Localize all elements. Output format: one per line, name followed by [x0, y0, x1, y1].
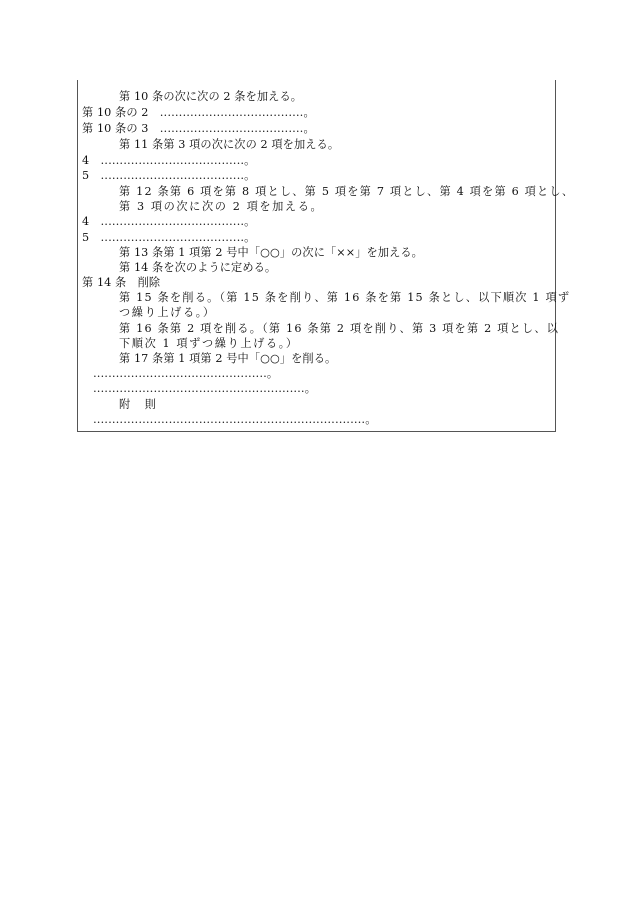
text-line: 5 ‥‥‥‥‥‥‥‥‥‥‥‥‥‥‥‥‥‥‥。 [82, 169, 256, 182]
text-line: 第 14 条を次のように定める。 [119, 261, 277, 274]
text-line: 4 ‥‥‥‥‥‥‥‥‥‥‥‥‥‥‥‥‥‥‥。 [82, 154, 256, 167]
text-line: ‥‥‥‥‥‥‥‥‥‥‥‥‥‥‥‥‥‥‥‥‥‥‥‥‥‥‥‥‥‥‥‥‥‥‥‥。 [93, 413, 377, 426]
text-line: ‥‥‥‥‥‥‥‥‥‥‥‥‥‥‥‥‥‥‥‥‥‥‥‥‥‥‥‥。 [93, 382, 317, 395]
text-line: 第 16 条第 2 項を削る。（第 16 条第 2 項を削り、第 3 項を第 2 項とし、以 [119, 322, 560, 335]
text-line: 第 13 条第 1 項第 2 号中「○○」の次に「××」を加える。 [119, 246, 423, 259]
text-line: 第 15 条を削る。（第 15 条を削り、第 16 条を第 15 条とし、以下順次 1 項ず [119, 291, 571, 304]
text-line: つ繰り上げる。） [119, 306, 216, 319]
text-line: 5 ‥‥‥‥‥‥‥‥‥‥‥‥‥‥‥‥‥‥‥。 [82, 231, 256, 244]
text-line: 第 10 条の 2 ‥‥‥‥‥‥‥‥‥‥‥‥‥‥‥‥‥‥‥。 [82, 106, 315, 119]
text-line: ‥‥‥‥‥‥‥‥‥‥‥‥‥‥‥‥‥‥‥‥‥‥‥。 [93, 367, 279, 380]
text-line: 第 12 条第 6 項を第 8 項とし、第 5 項を第 7 項とし、第 4 項を第 6 項とし、 [119, 185, 575, 198]
text-line: 第 3 項の次に次の 2 項を加える。 [119, 200, 324, 213]
text-line: 第 10 条の 3 ‥‥‥‥‥‥‥‥‥‥‥‥‥‥‥‥‥‥‥。 [82, 122, 315, 135]
text-line: 第 17 条第 1 項第 2 号中「○○」を削る。 [119, 352, 337, 365]
text-line: 第 10 条の次に次の 2 条を加える。 [119, 90, 303, 103]
text-line: 第 14 条 削除 [82, 276, 161, 289]
text-line: 4 ‥‥‥‥‥‥‥‥‥‥‥‥‥‥‥‥‥‥‥。 [82, 215, 256, 228]
text-line: 第 11 条第 3 項の次に次の 2 項を加える。 [119, 138, 340, 151]
appendix-heading: 附 則 [119, 398, 158, 411]
text-line: 下順次 1 項ずつ繰り上げる。） [119, 337, 299, 350]
